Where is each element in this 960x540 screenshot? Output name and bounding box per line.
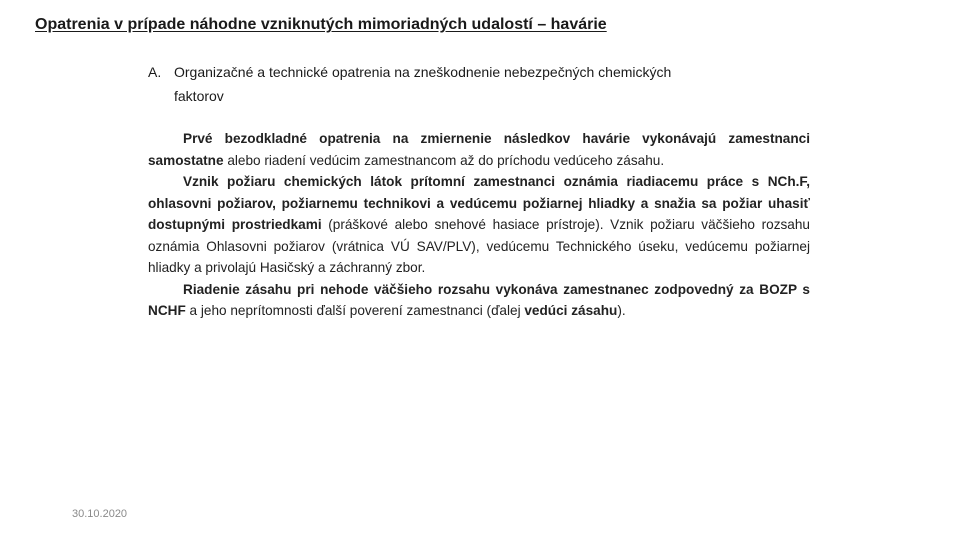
paragraph-3-end: ). [617,303,626,318]
section-a-line-1: Organizačné a technické opatrenia na zneškodnenie nebezpečných chemických [174,64,672,80]
body-text [148,128,810,322]
paragraph-intervention [148,279,810,322]
paragraph-1-bold: Prvé bezodkladné opatrenia na zmiernenie následkov havárie vykonávajú zamestnanci samostatne [148,131,810,168]
paragraph-3-text: a jeho neprítomnosti ďalší poverení zamestnanci (ďalej [185,303,525,318]
footer-date: 30.10.2020 [72,508,128,520]
section-a-line-2: faktorov [174,88,224,104]
paragraph-1-text: alebo riadení vedúcim zamestnancom až do príchodu vedúceho zásahu. [223,152,665,168]
section-a-heading [148,60,810,108]
paragraph-2-bold: Vznik požiaru chemických látok prítomní zamestnanci oznámia riadiacemu práce s NCh.F, ohlasovni požiarov, požiarnemu technikovi a vedúcemu požiarnej hliadky a snažia sa požiar uhasiť dostupnými prostriedkami [148,174,810,232]
paragraph-2-text: (práškové alebo snehové hasiace prístroje). Vznik požiaru väčšieho rozsahu oznámia Ohlasovni požiarov (vrátnica VÚ SAV/PLV), vedúcemu Technického úseku, vedúcemu požiarnej hliadky a privolajú Hasičský a záchranný zbor. [148,217,810,275]
paragraph-3-bold: Riadenie zásahu pri nehode väčšieho rozsahu vykonáva zamestnanec zodpovedný za BOZP s NCHF [148,281,810,318]
page-title: Opatrenia v prípade náhodne vzniknutých mimoriadných udalostí – havárie [35,16,607,33]
section-a-marker: A. [148,64,162,80]
paragraph-3-bold-term: vedúci zásahu [524,303,618,318]
paragraph-fire [148,171,810,279]
paragraph-first-measures [148,128,810,171]
